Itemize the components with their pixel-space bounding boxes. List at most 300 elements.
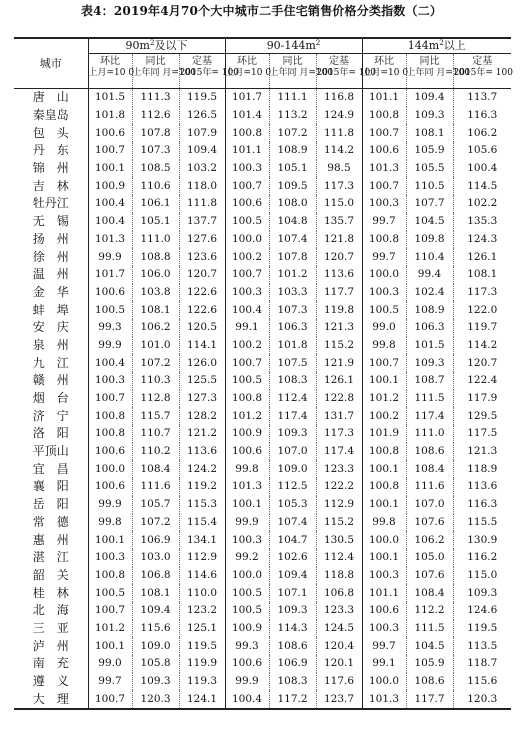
value-cell: 99.7 bbox=[88, 673, 132, 691]
table-row bbox=[14, 372, 511, 390]
value-cell: 100.7 bbox=[88, 142, 132, 160]
value-cell: 100.2 bbox=[225, 248, 269, 266]
value-cell: 101.2 bbox=[269, 266, 316, 284]
value-cell: 100.4 bbox=[88, 354, 132, 372]
value-cell: 100.3 bbox=[88, 372, 132, 390]
value-cell: 119.5 bbox=[453, 620, 511, 638]
city-cell: 平顶山 bbox=[32, 444, 69, 459]
value-cell: 100.4 bbox=[225, 301, 269, 319]
value-cell: 125.5 bbox=[179, 372, 225, 390]
value-cell: 119.2 bbox=[179, 478, 225, 496]
value-cell: 100.8 bbox=[225, 390, 269, 408]
value-cell: 101.7 bbox=[88, 266, 132, 284]
sub-header-cell: 定基 bbox=[179, 54, 225, 69]
sub-header-cell: 同比 bbox=[406, 54, 453, 69]
value-cell: 123.3 bbox=[316, 602, 362, 620]
city-cell: 湛 江 bbox=[32, 550, 69, 565]
value-cell: 117.3 bbox=[453, 284, 511, 302]
value-cell: 100.3 bbox=[88, 549, 132, 567]
value-cell: 100.9 bbox=[88, 177, 132, 195]
value-cell: 100.8 bbox=[225, 124, 269, 142]
sub-header-cell: 定基 bbox=[453, 54, 511, 69]
value-cell: 100.4 bbox=[453, 160, 511, 178]
value-cell: 117.7 bbox=[406, 690, 453, 709]
base-header-cell: 上年同 月=100 bbox=[269, 68, 316, 89]
value-cell: 107.5 bbox=[269, 354, 316, 372]
value-cell: 119.5 bbox=[179, 89, 225, 107]
value-cell: 107.6 bbox=[406, 514, 453, 532]
city-cell: 无 锡 bbox=[32, 214, 69, 229]
value-cell: 109.3 bbox=[132, 673, 179, 691]
city-cell: 蚌 埠 bbox=[32, 302, 69, 317]
value-cell: 99.8 bbox=[88, 514, 132, 532]
value-cell: 100.8 bbox=[362, 231, 406, 249]
value-cell: 100.3 bbox=[225, 531, 269, 549]
value-cell: 108.0 bbox=[269, 195, 316, 213]
value-cell: 115.7 bbox=[132, 407, 179, 425]
table-row bbox=[14, 549, 511, 567]
value-cell: 100.3 bbox=[225, 160, 269, 178]
value-cell: 98.5 bbox=[316, 160, 362, 178]
table-row bbox=[14, 177, 511, 195]
city-cell: 济 宁 bbox=[32, 408, 69, 423]
city-cell: 南 充 bbox=[32, 656, 69, 671]
value-cell: 100.4 bbox=[225, 690, 269, 709]
city-cell: 惠 州 bbox=[32, 532, 69, 547]
value-cell: 107.9 bbox=[179, 124, 225, 142]
value-cell: 119.8 bbox=[316, 301, 362, 319]
value-cell: 99.3 bbox=[88, 319, 132, 337]
value-cell: 100.9 bbox=[225, 620, 269, 638]
city-cell: 秦皇岛 bbox=[32, 108, 69, 123]
value-cell: 108.3 bbox=[269, 372, 316, 390]
value-cell: 105.1 bbox=[132, 213, 179, 231]
value-cell: 100.6 bbox=[362, 142, 406, 160]
value-cell: 100.3 bbox=[362, 284, 406, 302]
value-cell: 121.8 bbox=[316, 231, 362, 249]
value-cell: 113.6 bbox=[316, 266, 362, 284]
base-header-cell: 2015年= 100 bbox=[179, 68, 225, 89]
value-cell: 116.2 bbox=[453, 549, 511, 567]
city-cell: 韶 关 bbox=[32, 567, 69, 582]
value-cell: 123.7 bbox=[316, 690, 362, 709]
value-cell: 99.9 bbox=[88, 248, 132, 266]
table-title: 表4：2019年4月70个大中城市二手住宅销售价格分类指数（二） bbox=[80, 4, 443, 18]
value-cell: 115.2 bbox=[316, 337, 362, 355]
value-cell: 123.2 bbox=[179, 602, 225, 620]
value-cell: 100.0 bbox=[225, 567, 269, 585]
table-row bbox=[14, 284, 511, 302]
value-cell: 100.2 bbox=[225, 337, 269, 355]
value-cell: 109.4 bbox=[179, 142, 225, 160]
city-cell: 三 亚 bbox=[32, 620, 69, 635]
city-cell: 扬 州 bbox=[32, 231, 69, 246]
value-cell: 119.9 bbox=[179, 655, 225, 673]
value-cell: 118.7 bbox=[453, 655, 511, 673]
table-row bbox=[14, 514, 511, 532]
value-cell: 100.8 bbox=[88, 407, 132, 425]
value-cell: 101.1 bbox=[225, 142, 269, 160]
value-cell: 109.0 bbox=[132, 637, 179, 655]
value-cell: 100.5 bbox=[362, 301, 406, 319]
value-cell: 100.7 bbox=[88, 390, 132, 408]
value-cell: 106.8 bbox=[316, 584, 362, 602]
value-cell: 123.6 bbox=[179, 248, 225, 266]
value-cell: 103.0 bbox=[132, 549, 179, 567]
value-cell: 103.3 bbox=[269, 284, 316, 302]
value-cell: 116.8 bbox=[316, 89, 362, 107]
value-cell: 101.3 bbox=[88, 231, 132, 249]
value-cell: 124.1 bbox=[179, 690, 225, 709]
value-cell: 99.8 bbox=[362, 337, 406, 355]
value-cell: 106.0 bbox=[132, 266, 179, 284]
value-cell: 120.3 bbox=[453, 690, 511, 709]
value-cell: 121.3 bbox=[453, 443, 511, 461]
value-cell: 120.7 bbox=[316, 248, 362, 266]
value-cell: 100.6 bbox=[88, 478, 132, 496]
value-cell: 100.6 bbox=[88, 284, 132, 302]
value-cell: 107.3 bbox=[132, 142, 179, 160]
value-cell: 111.5 bbox=[406, 390, 453, 408]
value-cell: 105.5 bbox=[406, 160, 453, 178]
value-cell: 114.2 bbox=[453, 337, 511, 355]
base-header-cell: 上年同 月=100 bbox=[406, 68, 453, 89]
sub-header-cell: 环比 bbox=[362, 54, 406, 69]
value-cell: 108.3 bbox=[269, 673, 316, 691]
value-cell: 100.6 bbox=[362, 602, 406, 620]
value-cell: 114.3 bbox=[269, 620, 316, 638]
value-cell: 106.9 bbox=[269, 655, 316, 673]
value-cell: 100.6 bbox=[88, 124, 132, 142]
value-cell: 109.3 bbox=[269, 602, 316, 620]
value-cell: 135.7 bbox=[316, 213, 362, 231]
table-row bbox=[14, 584, 511, 602]
value-cell: 101.3 bbox=[362, 690, 406, 709]
base-header-cell: 2015年= 100 bbox=[316, 68, 362, 89]
city-cell: 遵 义 bbox=[32, 674, 69, 689]
table-row bbox=[14, 690, 511, 709]
table-row bbox=[14, 460, 511, 478]
city-cell: 桂 林 bbox=[32, 585, 69, 600]
value-cell: 108.6 bbox=[269, 637, 316, 655]
table-row bbox=[14, 567, 511, 585]
value-cell: 106.2 bbox=[132, 319, 179, 337]
value-cell: 101.2 bbox=[362, 390, 406, 408]
value-cell: 100.5 bbox=[225, 602, 269, 620]
sub-header-cell: 环比 bbox=[225, 54, 269, 69]
value-cell: 105.1 bbox=[269, 160, 316, 178]
value-cell: 125.1 bbox=[179, 620, 225, 638]
value-cell: 129.5 bbox=[453, 407, 511, 425]
value-cell: 110.5 bbox=[406, 177, 453, 195]
value-cell: 122.0 bbox=[453, 301, 511, 319]
value-cell: 124.9 bbox=[316, 107, 362, 125]
value-cell: 112.8 bbox=[132, 390, 179, 408]
value-cell: 115.5 bbox=[453, 514, 511, 532]
value-cell: 127.6 bbox=[179, 231, 225, 249]
sub-header-row bbox=[14, 54, 511, 69]
value-cell: 109.8 bbox=[406, 231, 453, 249]
value-cell: 99.9 bbox=[88, 496, 132, 514]
value-cell: 126.1 bbox=[453, 248, 511, 266]
value-cell: 107.7 bbox=[406, 195, 453, 213]
table-row bbox=[14, 142, 511, 160]
city-column-header: 城市 bbox=[14, 38, 88, 89]
value-cell: 99.1 bbox=[225, 319, 269, 337]
value-cell: 115.0 bbox=[316, 195, 362, 213]
city-cell: 烟 台 bbox=[32, 391, 69, 406]
value-cell: 117.4 bbox=[316, 443, 362, 461]
value-cell: 100.7 bbox=[88, 690, 132, 709]
city-cell: 牡丹江 bbox=[32, 196, 69, 211]
table-row bbox=[14, 354, 511, 372]
value-cell: 100.1 bbox=[88, 160, 132, 178]
value-cell: 108.4 bbox=[406, 584, 453, 602]
city-cell: 常 德 bbox=[32, 514, 69, 529]
base-header-cell: 上月=10 0 bbox=[225, 68, 269, 89]
table-row bbox=[14, 124, 511, 142]
table-row bbox=[14, 425, 511, 443]
value-cell: 111.8 bbox=[179, 195, 225, 213]
value-cell: 111.3 bbox=[132, 89, 179, 107]
base-header-cell: 2015年= 100 bbox=[453, 68, 511, 89]
value-cell: 111.0 bbox=[132, 231, 179, 249]
value-cell: 99.7 bbox=[362, 213, 406, 231]
group-header-144: $144m^2$以上 bbox=[362, 38, 511, 54]
city-cell: 锦 州 bbox=[32, 161, 69, 176]
value-cell: 107.8 bbox=[132, 124, 179, 142]
city-cell: 金 华 bbox=[32, 284, 69, 299]
value-cell: 126.5 bbox=[179, 107, 225, 125]
value-cell: 100.0 bbox=[88, 460, 132, 478]
group-header-90: $90m^2$及以下 bbox=[88, 38, 225, 54]
value-cell: 111.5 bbox=[406, 620, 453, 638]
value-cell: 100.5 bbox=[225, 213, 269, 231]
sub-header-cell: 同比 bbox=[269, 54, 316, 69]
table-row bbox=[14, 655, 511, 673]
value-cell: 100.1 bbox=[362, 496, 406, 514]
city-cell: 包 头 bbox=[32, 125, 69, 140]
value-cell: 109.3 bbox=[406, 354, 453, 372]
value-cell: 118.8 bbox=[316, 567, 362, 585]
value-cell: 101.2 bbox=[88, 620, 132, 638]
value-cell: 112.9 bbox=[179, 549, 225, 567]
value-cell: 117.9 bbox=[453, 390, 511, 408]
value-cell: 105.6 bbox=[453, 142, 511, 160]
value-cell: 120.4 bbox=[316, 637, 362, 655]
value-cell: 124.5 bbox=[316, 620, 362, 638]
value-cell: 107.0 bbox=[406, 496, 453, 514]
value-cell: 124.2 bbox=[179, 460, 225, 478]
value-cell: 111.8 bbox=[316, 124, 362, 142]
value-cell: 112.4 bbox=[269, 390, 316, 408]
value-cell: 100.7 bbox=[225, 266, 269, 284]
value-cell: 107.6 bbox=[406, 567, 453, 585]
value-cell: 101.4 bbox=[225, 107, 269, 125]
table-row bbox=[14, 89, 511, 107]
value-cell: 106.8 bbox=[132, 567, 179, 585]
table-row bbox=[14, 301, 511, 319]
value-cell: 108.9 bbox=[406, 301, 453, 319]
value-cell: 105.7 bbox=[132, 496, 179, 514]
table-row bbox=[14, 107, 511, 125]
value-cell: 108.5 bbox=[132, 160, 179, 178]
value-cell: 100.1 bbox=[362, 549, 406, 567]
sub-header-cell: 环比 bbox=[88, 54, 132, 69]
value-cell: 113.7 bbox=[453, 89, 511, 107]
value-cell: 104.5 bbox=[406, 213, 453, 231]
value-cell: 109.4 bbox=[269, 567, 316, 585]
value-cell: 109.0 bbox=[269, 460, 316, 478]
value-cell: 100.1 bbox=[362, 372, 406, 390]
value-cell: 101.3 bbox=[225, 478, 269, 496]
value-cell: 100.8 bbox=[88, 425, 132, 443]
value-cell: 115.6 bbox=[453, 673, 511, 691]
value-cell: 100.5 bbox=[225, 372, 269, 390]
value-cell: 114.5 bbox=[453, 177, 511, 195]
table-row bbox=[14, 531, 511, 549]
city-cell: 襄 阳 bbox=[32, 479, 69, 494]
value-cell: 109.4 bbox=[132, 602, 179, 620]
value-cell: 122.2 bbox=[316, 478, 362, 496]
value-cell: 107.4 bbox=[269, 231, 316, 249]
value-cell: 108.6 bbox=[406, 673, 453, 691]
value-cell: 103.2 bbox=[179, 160, 225, 178]
value-cell: 110.6 bbox=[132, 177, 179, 195]
city-cell: 洛 阳 bbox=[32, 426, 69, 441]
value-cell: 117.4 bbox=[269, 407, 316, 425]
value-cell: 135.3 bbox=[453, 213, 511, 231]
value-cell: 108.7 bbox=[406, 372, 453, 390]
value-cell: 107.2 bbox=[132, 514, 179, 532]
value-cell: 100.3 bbox=[362, 620, 406, 638]
value-cell: 100.7 bbox=[362, 177, 406, 195]
value-cell: 107.1 bbox=[269, 584, 316, 602]
value-cell: 100.1 bbox=[88, 531, 132, 549]
city-cell: 泉 州 bbox=[32, 337, 69, 352]
value-cell: 111.6 bbox=[406, 478, 453, 496]
value-cell: 100.7 bbox=[225, 354, 269, 372]
table-row bbox=[14, 231, 511, 249]
value-cell: 100.1 bbox=[88, 637, 132, 655]
value-cell: 101.9 bbox=[362, 425, 406, 443]
value-cell: 110.2 bbox=[132, 443, 179, 461]
value-cell: 109.3 bbox=[453, 584, 511, 602]
value-cell: 99.1 bbox=[362, 655, 406, 673]
value-cell: 99.7 bbox=[362, 637, 406, 655]
value-cell: 107.4 bbox=[269, 514, 316, 532]
value-cell: 117.7 bbox=[316, 284, 362, 302]
value-cell: 105.3 bbox=[269, 496, 316, 514]
value-cell: 117.3 bbox=[316, 425, 362, 443]
value-cell: 101.1 bbox=[362, 89, 406, 107]
value-cell: 100.1 bbox=[225, 496, 269, 514]
value-cell: 116.3 bbox=[453, 107, 511, 125]
value-cell: 120.3 bbox=[132, 690, 179, 709]
value-cell: 100.3 bbox=[225, 284, 269, 302]
value-cell: 118.0 bbox=[179, 177, 225, 195]
value-cell: 107.0 bbox=[269, 443, 316, 461]
value-cell: 99.2 bbox=[225, 549, 269, 567]
value-cell: 99.9 bbox=[225, 514, 269, 532]
value-cell: 112.9 bbox=[316, 496, 362, 514]
city-cell: 宜 昌 bbox=[32, 461, 69, 476]
value-cell: 106.3 bbox=[269, 319, 316, 337]
base-header-row bbox=[14, 68, 511, 89]
value-cell: 106.1 bbox=[132, 195, 179, 213]
value-cell: 122.6 bbox=[179, 284, 225, 302]
value-cell: 100.8 bbox=[362, 478, 406, 496]
value-cell: 103.8 bbox=[132, 284, 179, 302]
value-cell: 112.2 bbox=[406, 602, 453, 620]
city-cell: 岳 阳 bbox=[32, 497, 69, 512]
value-cell: 100.8 bbox=[88, 567, 132, 585]
value-cell: 108.1 bbox=[132, 301, 179, 319]
value-cell: 130.9 bbox=[453, 531, 511, 549]
value-cell: 104.7 bbox=[269, 531, 316, 549]
value-cell: 115.3 bbox=[179, 496, 225, 514]
table-row bbox=[14, 248, 511, 266]
value-cell: 104.8 bbox=[269, 213, 316, 231]
value-cell: 100.3 bbox=[362, 567, 406, 585]
base-header-cell: 上月=10 0 bbox=[362, 68, 406, 89]
value-cell: 119.3 bbox=[179, 673, 225, 691]
table-row bbox=[14, 390, 511, 408]
value-cell: 107.2 bbox=[132, 354, 179, 372]
value-cell: 106.2 bbox=[406, 531, 453, 549]
value-cell: 108.8 bbox=[132, 248, 179, 266]
value-cell: 115.2 bbox=[316, 514, 362, 532]
table-body bbox=[14, 89, 511, 710]
value-cell: 100.5 bbox=[225, 584, 269, 602]
value-cell: 105.0 bbox=[406, 549, 453, 567]
table-row bbox=[14, 319, 511, 337]
table-row bbox=[14, 160, 511, 178]
value-cell: 114.1 bbox=[179, 337, 225, 355]
value-cell: 100.3 bbox=[362, 195, 406, 213]
value-cell: 99.8 bbox=[225, 460, 269, 478]
value-cell: 100.4 bbox=[88, 195, 132, 213]
value-cell: 99.7 bbox=[362, 248, 406, 266]
value-cell: 105.9 bbox=[406, 655, 453, 673]
value-cell: 117.6 bbox=[316, 673, 362, 691]
value-cell: 105.9 bbox=[406, 142, 453, 160]
value-cell: 106.9 bbox=[132, 531, 179, 549]
value-cell: 114.6 bbox=[179, 567, 225, 585]
value-cell: 114.2 bbox=[316, 142, 362, 160]
value-cell: 100.6 bbox=[225, 443, 269, 461]
table-row bbox=[14, 195, 511, 213]
value-cell: 100.1 bbox=[362, 460, 406, 478]
table-row bbox=[14, 496, 511, 514]
value-cell: 102.2 bbox=[453, 195, 511, 213]
table-row bbox=[14, 213, 511, 231]
value-cell: 109.3 bbox=[406, 107, 453, 125]
value-cell: 101.7 bbox=[225, 89, 269, 107]
value-cell: 107.8 bbox=[269, 248, 316, 266]
table-row bbox=[14, 673, 511, 691]
city-cell: 北 海 bbox=[32, 603, 69, 618]
value-cell: 117.5 bbox=[453, 425, 511, 443]
table-row bbox=[14, 478, 511, 496]
value-cell: 101.0 bbox=[132, 337, 179, 355]
value-cell: 107.3 bbox=[269, 301, 316, 319]
value-cell: 113.2 bbox=[269, 107, 316, 125]
value-cell: 121.3 bbox=[316, 319, 362, 337]
value-cell: 100.0 bbox=[225, 231, 269, 249]
value-cell: 126.0 bbox=[179, 354, 225, 372]
table-header bbox=[14, 38, 511, 89]
